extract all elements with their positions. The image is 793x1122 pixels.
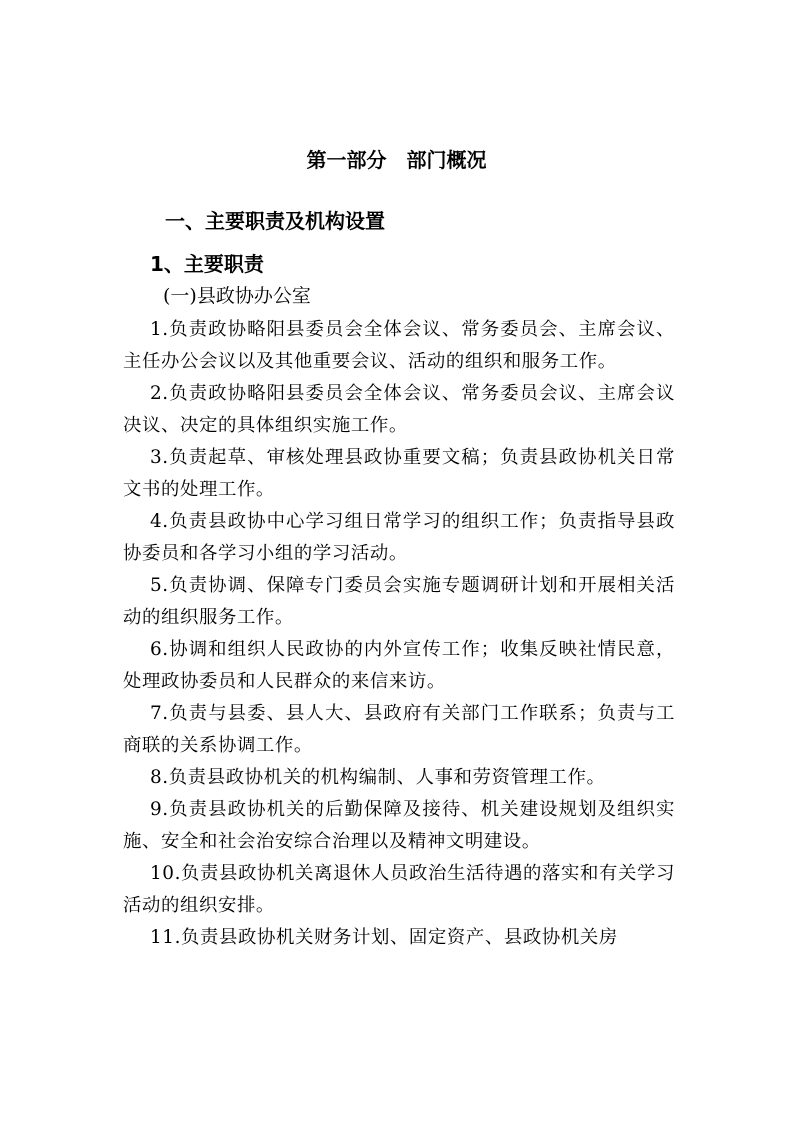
duty-item-11: 11.负责县政协机关财务计划、固定资产、县政协机关房 [150,927,618,948]
duty-item-1: 1.负责政协略阳县委员会全体会议、常务委员会、主席会议、主任办公会议以及其他重要会议、活动的组织和服务工作。 [123,319,675,372]
duty-item-10: 10.负责县政协机关离退休人员政治生活待遇的落实和有关学习活动的组织安排。 [123,863,675,916]
unit-heading: (一)县政协办公室 [163,285,311,307]
sub-heading: 1、主要职责 [150,252,264,276]
duty-item-4: 4.负责县政协中心学习组日常学习的组织工作；负责指导县政协委员和各学习小组的学习活动。 [123,511,675,564]
section-heading: 一、主要职责及机构设置 [165,209,385,233]
duty-item-7: 7.负责与县委、县人大、县政府有关部门工作联系；负责与工商联的关系协调工作。 [123,703,675,756]
duty-list [123,314,675,954]
duty-item-9: 9.负责县政协机关的后勤保障及接待、机关建设规划及组织实施、安全和社会治安综合治理以及精神文明建设。 [123,799,675,852]
duty-item-5: 5.负责协调、保障专门委员会实施专题调研计划和开展相关活动的组织服务工作。 [123,575,675,628]
duty-item-2: 2.负责政协略阳县委员会全体会议、常务委员会议、主席会议决议、决定的具体组织实施工作。 [123,383,675,436]
page-title: 第一部分 部门概况 [306,148,487,172]
duty-item-6: 6.协调和组织人民政协的内外宣传工作；收集反映社情民意，处理政协委员和人民群众的来信来访。 [123,639,675,692]
duty-item-8: 8.负责县政协机关的机构编制、人事和劳资管理工作。 [150,767,606,788]
duty-item-3: 3.负责起草、审核处理县政协重要文稿；负责县政协机关日常文书的处理工作。 [123,447,675,500]
